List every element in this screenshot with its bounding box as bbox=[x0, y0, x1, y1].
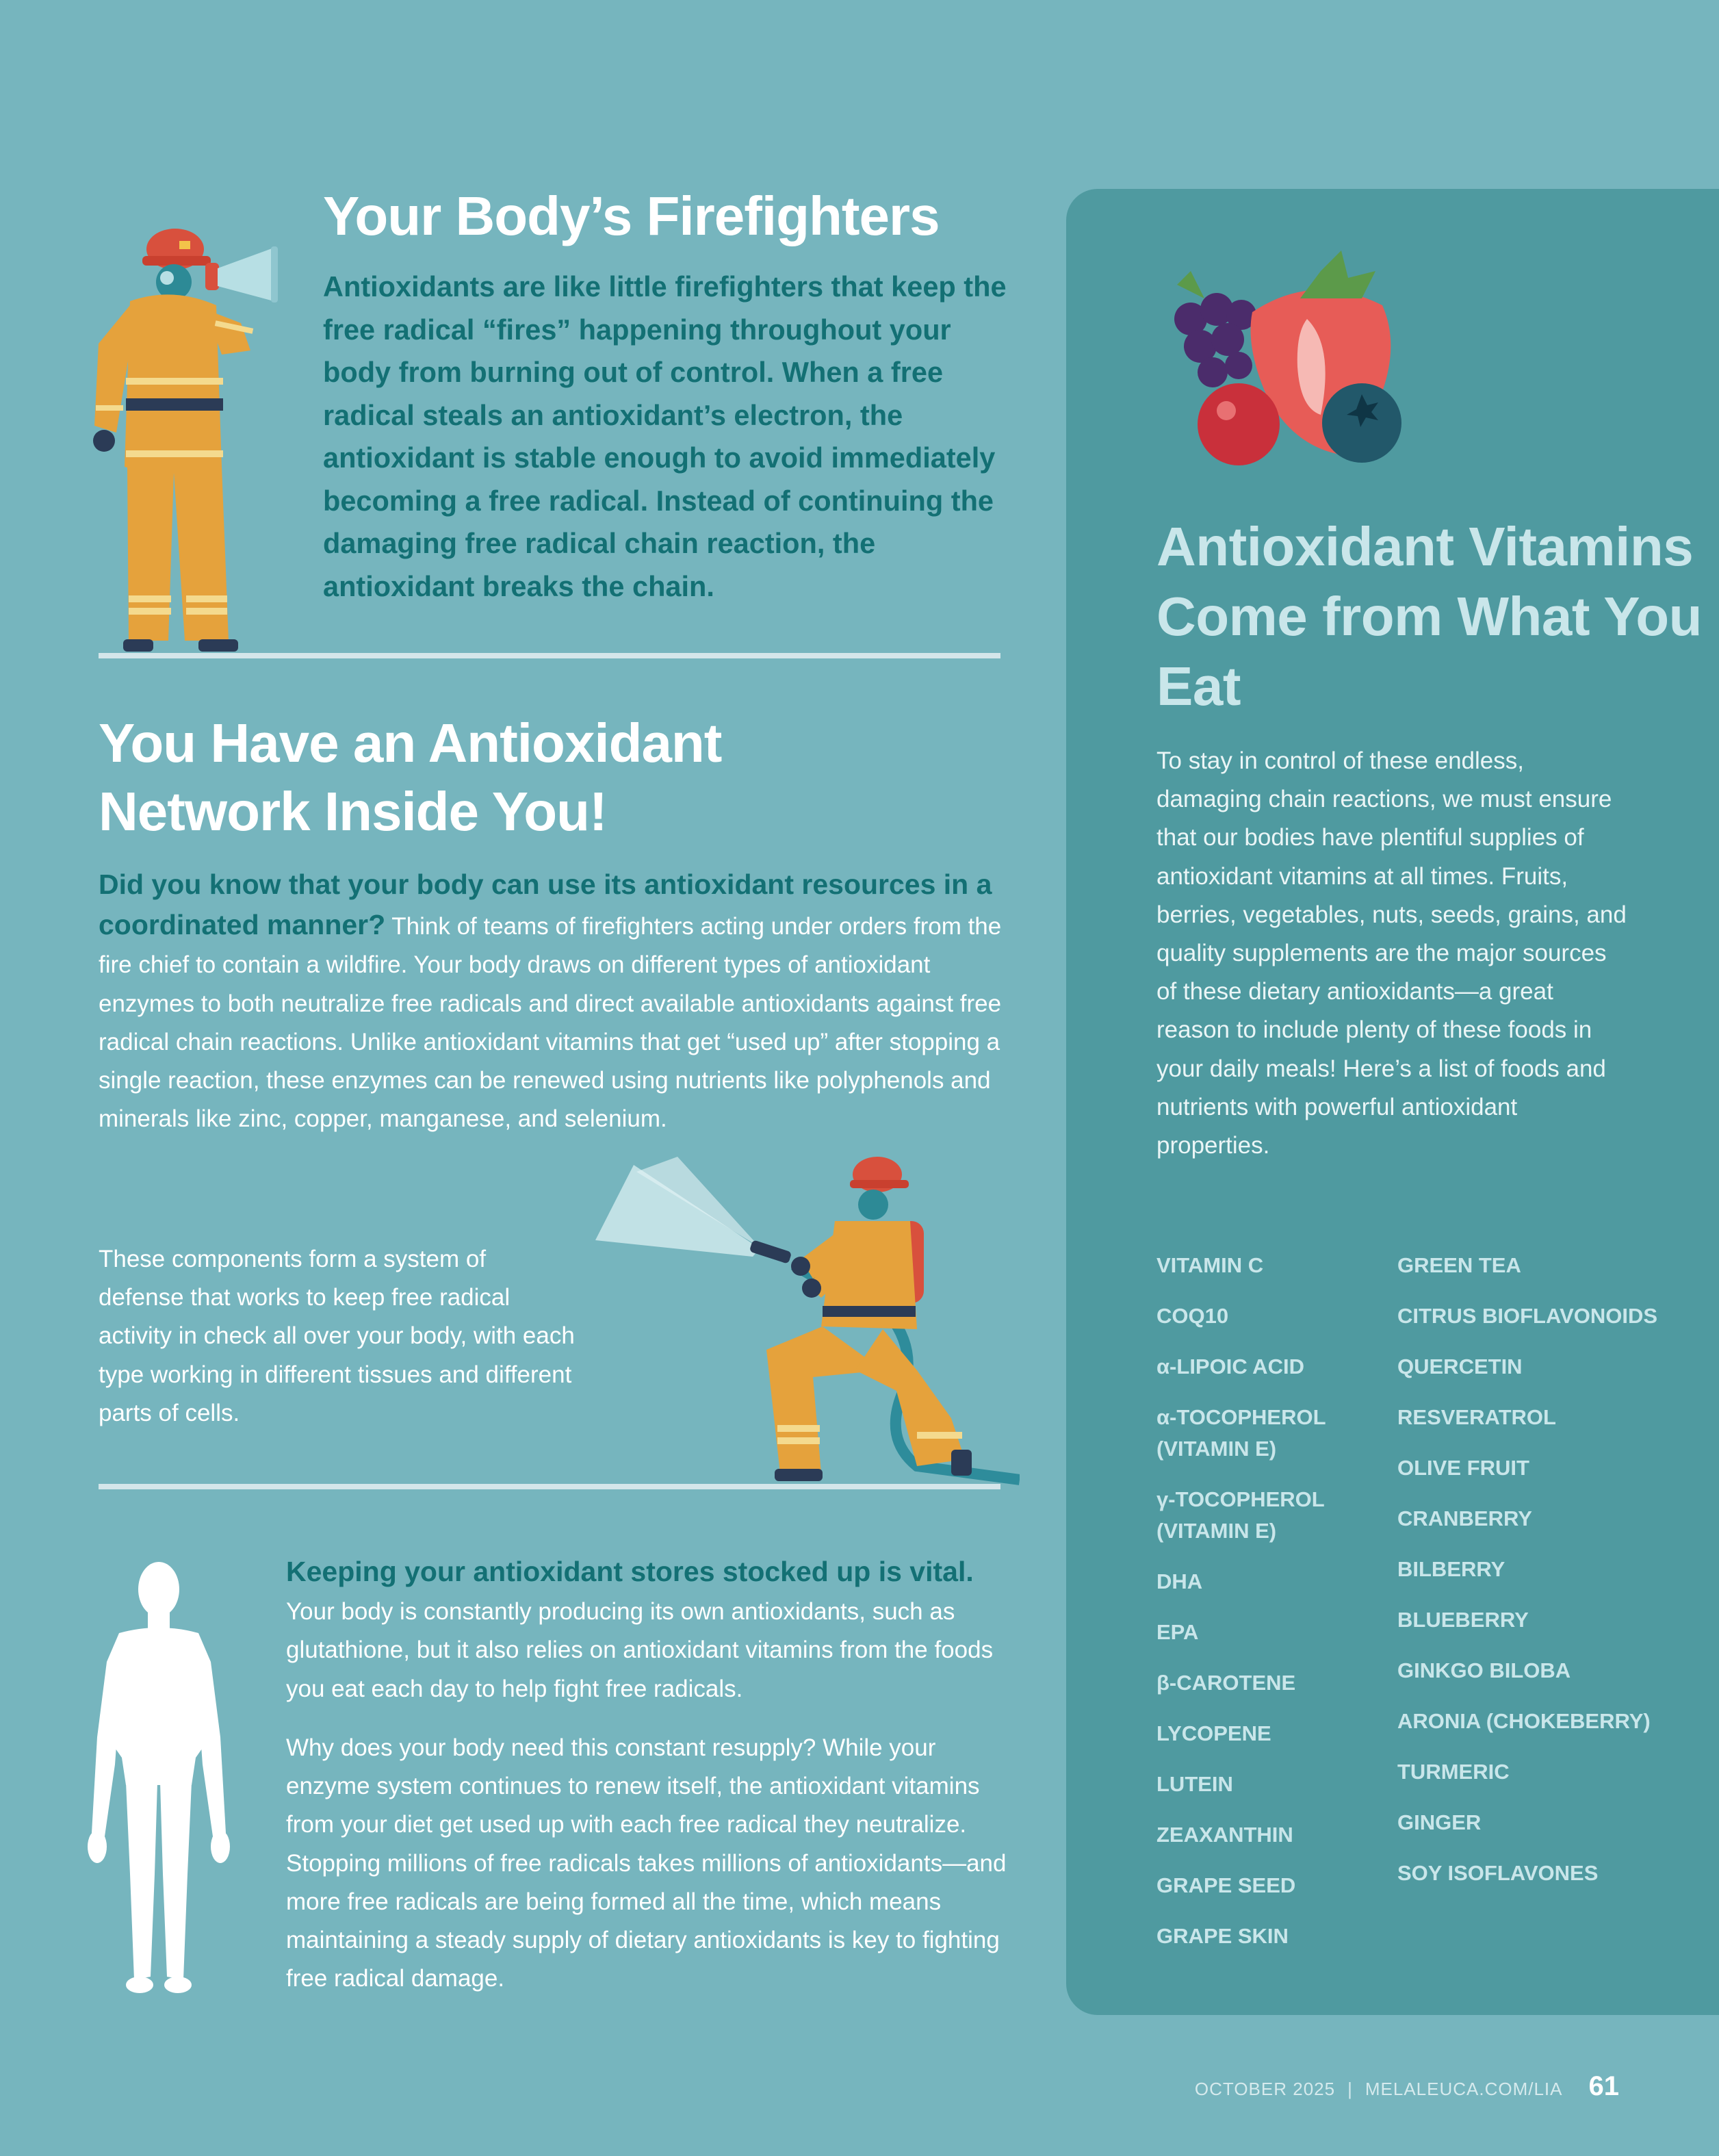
stores-body-text: Your body is constantly producing its own antioxidants, such as glutathione, but it also relies on antioxidant vitamins from the foods you eat each day to help fight free radicals. bbox=[286, 1598, 994, 1702]
nutrient-item: LUTEIN bbox=[1156, 1772, 1233, 1796]
nutrient-item: BLUEBERRY bbox=[1397, 1608, 1529, 1632]
berries-fruit-illustration bbox=[1163, 244, 1430, 476]
nutrient-item: LYCOPENE bbox=[1156, 1721, 1271, 1745]
firefighters-title: Your Body’s Firefighters bbox=[323, 185, 940, 246]
nutrient-item: CRANBERRY bbox=[1397, 1506, 1532, 1530]
stores-body-2: Why does your body need this constant resupply? While your enzyme system continues to renew itself, the antioxidant vitamins from your diet get used up with each free radical they neutralize. Stopping millions of free radicals takes millions of antioxidants—and more free radicals are being formed all the time, which means maintaining a steady supply of dietary antioxidants is key to fighting free radical damage. bbox=[286, 1734, 1007, 1992]
network-body-2: These components form a system of defense that works to keep free radical activity in check all over your body, with each type working in different tissues and different parts of cells. bbox=[99, 1246, 575, 1426]
nutrient-item: γ-TOCOPHEROL (VITAMIN E) bbox=[1156, 1487, 1325, 1543]
nutrient-item: GRAPE SKIN bbox=[1156, 1924, 1289, 1948]
nutrient-item: GRAPE SEED bbox=[1156, 1873, 1296, 1897]
sidebar-body: To stay in control of these endless, damaging chain reactions, we must ensure that our bodies have plentiful supplies of antioxidant vitamins at all times. Fruits, berries, vegetables, nuts, seeds, grains, and quality supplements are the major sources of these dietary antioxidants—a great reason to include plenty of these foods in your daily meals! Here’s a list of foods and nutrients with powerful antioxidant properties. bbox=[1156, 747, 1627, 1159]
nutrient-item: EPA bbox=[1156, 1620, 1199, 1644]
nutrient-item: QUERCETIN bbox=[1397, 1355, 1523, 1378]
firefighters-body: Antioxidants are like little firefighters that keep the free radical “fires” happening throughout your body from burning out of control. When a free radical steals an antioxidant’s electron, the antioxidant is stable enough to avoid immediately becoming a free radical. Instead of continuing the damaging free radical chain reaction, the antioxidant breaks the chain. bbox=[323, 270, 1007, 602]
network-body bbox=[99, 865, 1009, 1138]
nutrient-item: VITAMIN C bbox=[1156, 1253, 1264, 1277]
website-url: MELALEUCA.COM/LIA bbox=[1365, 2079, 1563, 2099]
nutrient-item: ARONIA (CHOKEBERRY) bbox=[1397, 1709, 1651, 1733]
section-divider bbox=[99, 653, 1000, 658]
nutrient-item: GREEN TEA bbox=[1397, 1253, 1521, 1277]
nutrient-item: GINGER bbox=[1397, 1810, 1482, 1834]
page-number: 61 bbox=[1588, 2071, 1619, 2101]
firefighter-hose-illustration bbox=[595, 1144, 1020, 1487]
nutrient-item: SOY ISOFLAVONES bbox=[1397, 1861, 1599, 1885]
nutrient-item: DHA bbox=[1156, 1569, 1203, 1593]
nutrient-item: β-CAROTENE bbox=[1156, 1671, 1296, 1695]
nutrient-item: ZEAXANTHIN bbox=[1156, 1823, 1293, 1847]
nutrient-item: OLIVE FRUIT bbox=[1397, 1456, 1529, 1480]
stores-body bbox=[286, 1552, 1011, 1708]
nutrient-item: BILBERRY bbox=[1397, 1557, 1505, 1581]
sidebar-title: Antioxidant Vitamins Come from What You Eat bbox=[1156, 516, 1702, 717]
nutrient-list-left bbox=[1156, 1250, 1382, 1971]
nutrient-list-right bbox=[1397, 1250, 1671, 1908]
firefighter-megaphone-illustration bbox=[71, 220, 304, 658]
nutrient-item: α-TOCOPHEROL (VITAMIN E) bbox=[1156, 1405, 1326, 1461]
nutrient-item: GINKGO BILOBA bbox=[1397, 1658, 1571, 1682]
nutrient-item: α-LIPOIC ACID bbox=[1156, 1355, 1304, 1378]
network-body-text: Think of teams of firefighters acting under orders from the fire chief to contain a wildfire. Your body draws on different types of antioxidant enzymes to both neutralize free radicals and direct available antioxidants against free radical chain reactions. Unlike antioxidant vitamins that get “used up” after stopping a single reaction, these enzymes can be renewed using nutrients like polyphenols and minerals like zinc, copper, manganese, and selenium. bbox=[99, 913, 1002, 1133]
nutrient-item: COQ10 bbox=[1156, 1304, 1229, 1328]
stores-lead: Keeping your antioxidant stores stocked up is vital. bbox=[286, 1556, 974, 1587]
network-title: You Have an Antioxidant Network Inside You! bbox=[99, 713, 722, 842]
human-body-silhouette bbox=[77, 1559, 241, 1997]
section-divider bbox=[99, 1484, 1000, 1489]
page-footer bbox=[1195, 2071, 1619, 2102]
nutrient-item: CITRUS BIOFLAVONOIDS bbox=[1397, 1304, 1658, 1328]
nutrient-item: RESVERATROL bbox=[1397, 1405, 1556, 1429]
nutrient-item: TURMERIC bbox=[1397, 1760, 1510, 1784]
issue-date: OCTOBER 2025 bbox=[1194, 2079, 1336, 2099]
footer-separator: | bbox=[1347, 2079, 1353, 2099]
network-lead: Did you know that your body can use its antioxidant resources in a coordinated manner? bbox=[99, 869, 992, 941]
